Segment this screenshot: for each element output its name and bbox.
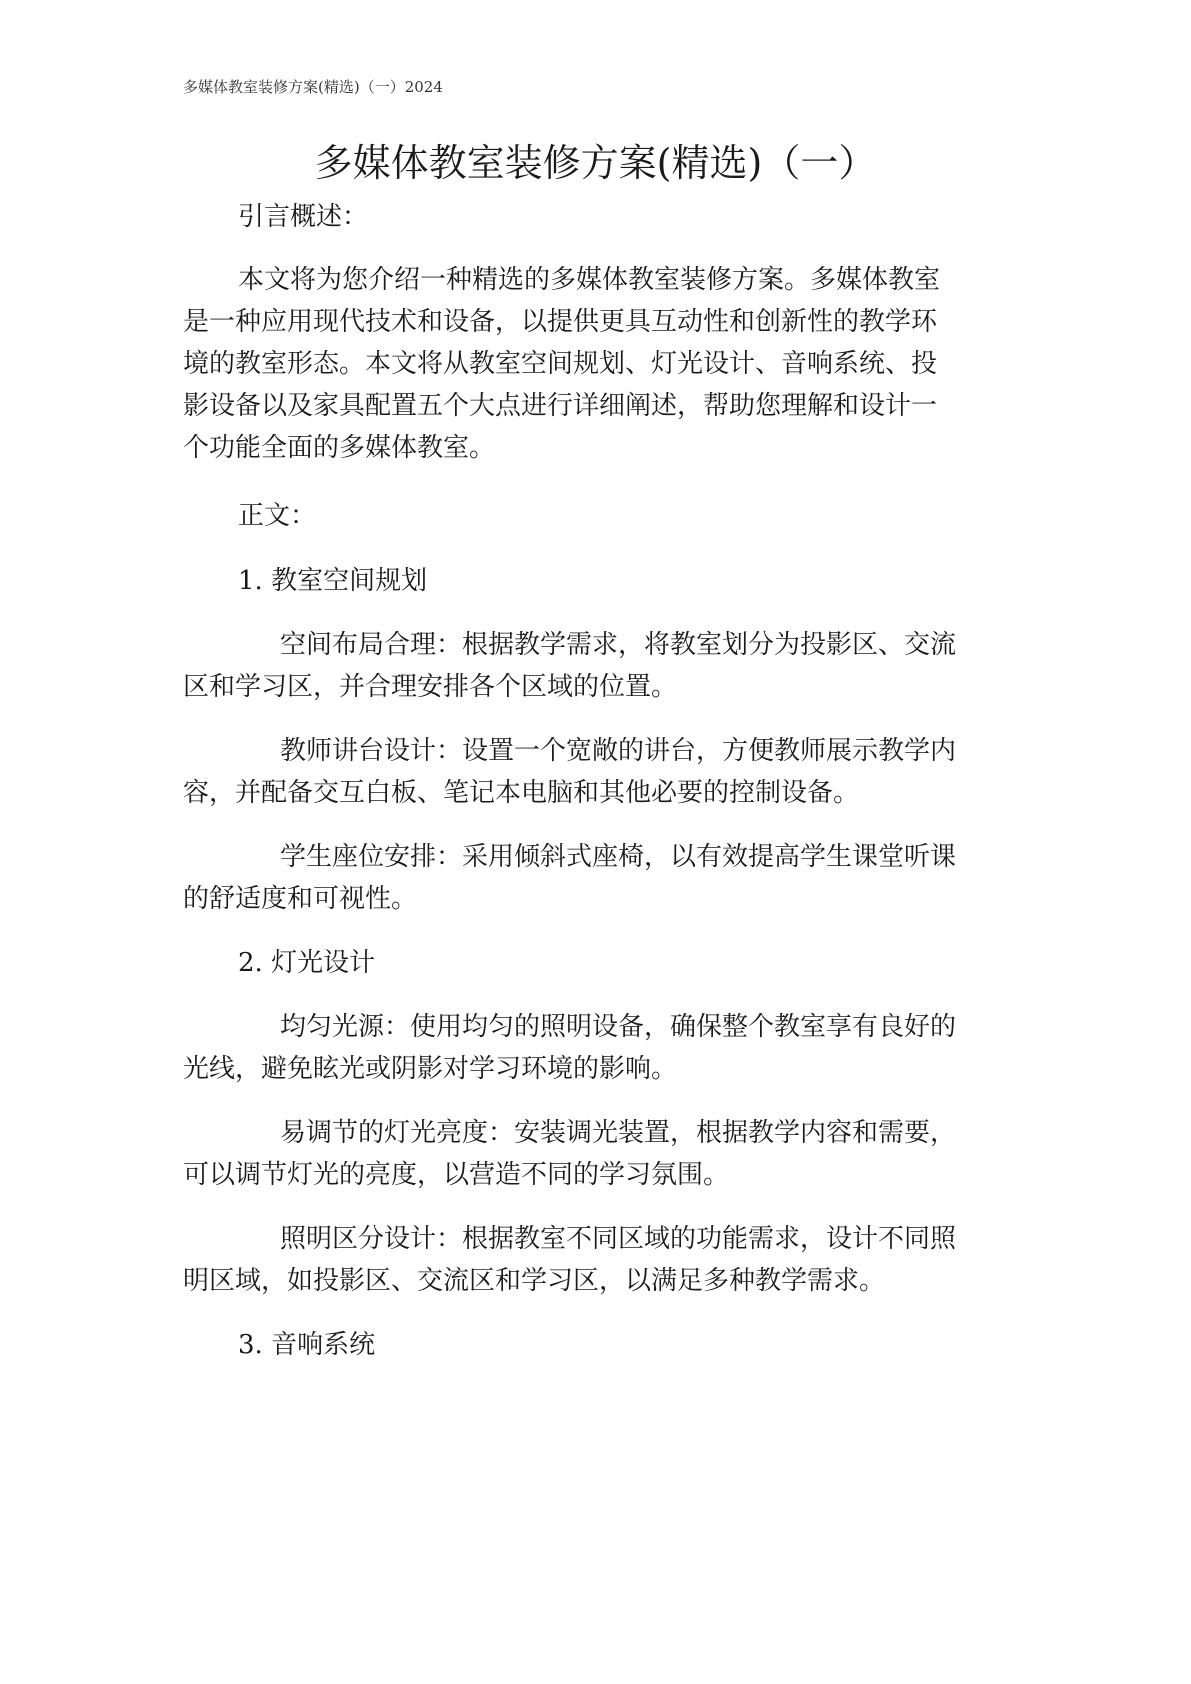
paragraph-line: 是一种应用现代技术和设备，以提供更具互动性和创新性的教学环 bbox=[183, 307, 938, 337]
paragraph-line: 区和学习区，并合理安排各个区域的位置。 bbox=[183, 672, 678, 702]
paragraph-line: 教师讲台设计：设置一个宽敞的讲台，方便教师展示教学内 bbox=[280, 736, 957, 766]
section-2-title: 2. 灯光设计 bbox=[238, 948, 376, 978]
paragraph-line: 照明区分设计：根据教室不同区域的功能需求，设计不同照 bbox=[280, 1224, 957, 1254]
paragraph-line: 明区域，如投影区、交流区和学习区，以满足多种教学需求。 bbox=[183, 1266, 886, 1296]
paragraph-line: 境的教室形态。本文将从教室空间规划、灯光设计、音响系统、投 bbox=[183, 349, 938, 379]
paragraph-line: 的舒适度和可视性。 bbox=[183, 884, 418, 914]
paragraph-line: 容，并配备交互白板、笔记本电脑和其他必要的控制设备。 bbox=[183, 778, 860, 808]
paragraph-line: 易调节的灯光亮度：安装调光装置，根据教学内容和需要， bbox=[280, 1118, 957, 1148]
paragraph-line: 本文将为您介绍一种精选的多媒体教室装修方案。多媒体教室 bbox=[238, 265, 941, 295]
paragraph-line: 个功能全面的多媒体教室。 bbox=[183, 433, 496, 463]
paragraph-line: 影设备以及家具配置五个大点进行详细阐述，帮助您理解和设计一 bbox=[183, 391, 938, 421]
document-title: 多媒体教室装修方案(精选)（一） bbox=[314, 141, 877, 185]
section-3-title: 3. 音响系统 bbox=[238, 1330, 376, 1360]
intro-heading: 引言概述： bbox=[238, 202, 369, 232]
paragraph-line: 均匀光源：使用均匀的照明设备，确保整个教室享有良好的 bbox=[280, 1012, 957, 1042]
body-heading: 正文： bbox=[238, 501, 317, 531]
section-1-title: 1. 教室空间规划 bbox=[238, 566, 428, 596]
running-header: 多媒体教室装修方案(精选)（一）2024 bbox=[183, 78, 443, 96]
paragraph-line: 学生座位安排：采用倾斜式座椅，以有效提高学生课堂听课 bbox=[280, 842, 957, 872]
paragraph-line: 空间布局合理：根据教学需求，将教室划分为投影区、交流 bbox=[280, 630, 957, 660]
paragraph-line: 光线，避免眩光或阴影对学习环境的影响。 bbox=[183, 1054, 678, 1084]
paragraph-line: 可以调节灯光的亮度，以营造不同的学习氛围。 bbox=[183, 1160, 730, 1190]
